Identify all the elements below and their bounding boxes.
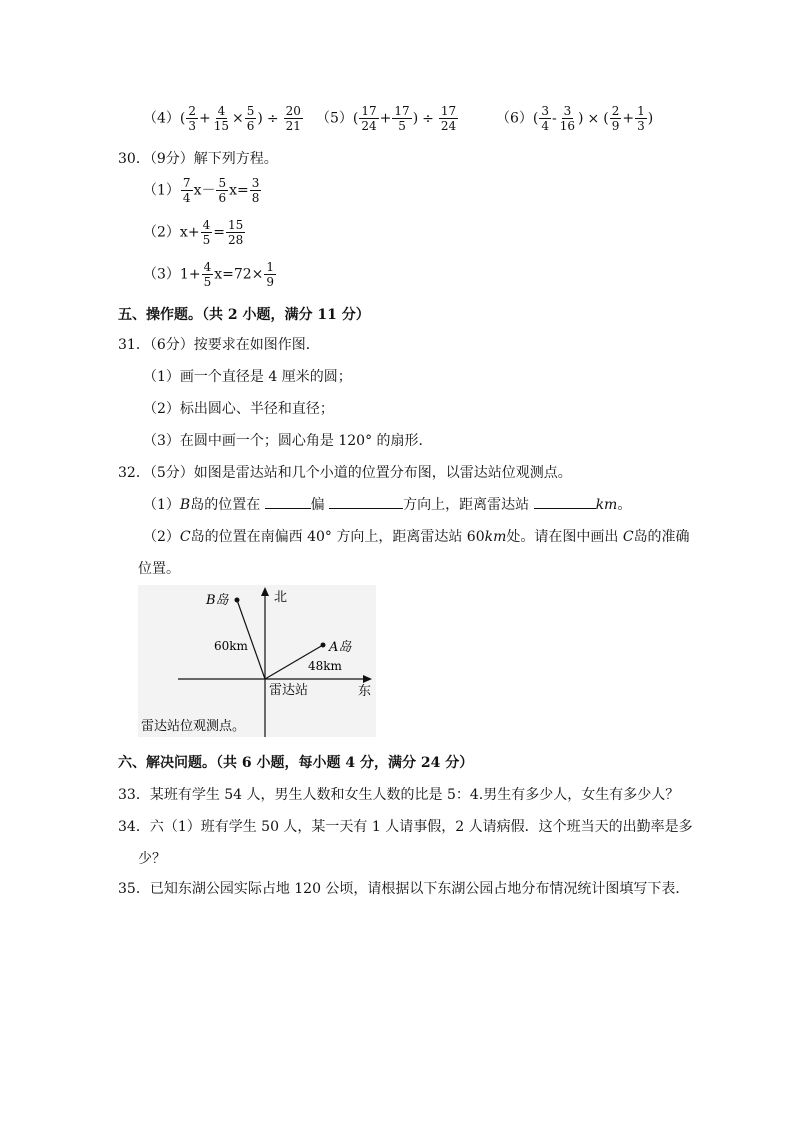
question-32-step-1 [143,494,631,514]
fraction: $\frac{17}{24}$ [361,104,377,133]
expr-label: （4） [143,110,180,127]
paren: ) [647,110,654,127]
expr-label: （5） [316,110,353,127]
fraction: $\frac{17}{24}$ [440,104,457,133]
equation-text: 1+ [179,266,201,283]
section-6-heading: 六、解决问题。（共 6 小题，每小题 4 分，满分 24 分） [118,755,474,771]
paren: ( [532,110,539,127]
fraction: $\frac{5}{6}$ [218,176,227,205]
section-5-heading: 五、操作题。（共 2 小题，满分 11 分） [118,307,370,323]
fraction: $\frac{20}{21}$ [285,104,301,133]
step-text: 。 [617,497,632,513]
step-label: （1） [143,497,180,513]
paren: ) [257,110,263,127]
paren: ( [603,110,609,127]
north-label: 北 [274,590,288,605]
step-label: （2） [143,529,180,545]
a-distance-label: 48km [308,659,342,673]
paren: ( [352,110,359,127]
expr-4 [143,104,304,133]
fraction: $\frac{1}{9}$ [266,260,275,289]
fraction: $\frac{7}{4}$ [182,176,191,205]
question-33: 33．某班有学生 54 人，男生人数和女生人数的比是 5：4.男生有多少人，女生有多少人？ [118,787,680,803]
answer-blank[interactable] [329,494,403,509]
fraction: $\frac{2}{3}$ [188,104,197,133]
step-text: 方向上，距离雷达站 [403,497,534,513]
east-label: 东 [358,684,372,699]
equation-text: x+ [179,224,200,241]
question-32-title: 32．（5分）如图是雷达站和几个小道的位置分布图，以雷达站位观测点。 [118,465,572,481]
fraction: $\frac{3}{4}$ [541,104,550,133]
operator: × [587,110,600,127]
equation-label: （2） [143,224,180,241]
question-31-step-2: （2）标出圆心、半径和直径； [143,401,334,417]
fraction: $\frac{4}{5}$ [202,218,211,247]
equation-text: x－ [193,182,216,199]
a-island-point [321,643,326,648]
question-34-line-1: 34．六（1）班有学生 50 人，某一天有 1 人请事假，2 人请病假．这个班当天的出勤率是多 [118,819,693,835]
radar-position-figure [138,585,376,737]
unit-text: km [484,529,507,545]
equation-text: x=72× [214,266,264,283]
step-text: 处。请在图中画出 [506,529,623,545]
step-text: 岛的位置在 [190,497,265,513]
equation-label: （3） [143,266,180,283]
question-34-line-2: 少？ [138,851,166,867]
expr-5 [316,104,459,133]
island-letter: C [179,529,191,545]
equation-1 [143,176,262,205]
equation-text: x= [229,182,249,199]
step-text: 岛的准确 [633,529,690,545]
equation-label: （1） [143,182,180,199]
fraction: $\frac{5}{6}$ [246,104,255,133]
fraction: $\frac{3}{16}$ [559,104,576,133]
question-31-step-1: （1）画一个直径是 4 厘米的圆； [143,369,352,385]
step-text: 偏 [310,497,330,513]
operator: ÷ [266,110,279,127]
fraction: $\frac{4}{15}$ [213,104,230,133]
fraction: $\frac{3}{8}$ [251,176,260,205]
question-30-title: 30．（9分）解下列方程。 [118,151,278,167]
paren: ) [412,110,419,127]
fraction: $\frac{4}{5}$ [203,260,212,289]
b-distance-label: 60km [214,639,248,653]
unit-text: km [595,497,618,513]
operator: + [379,110,392,127]
operator: + [622,110,635,127]
b-island-point [235,598,240,603]
answer-blank[interactable] [265,494,311,509]
equation-2 [143,218,246,247]
answer-blank[interactable] [534,494,596,509]
question-31-title: 31．（6分）按要求在如图作图． [118,337,320,353]
b-island-label: B岛 [206,593,229,608]
question-32-step-2-continued: 位置。 [138,561,180,577]
question-32-step-2 [143,526,690,546]
fraction: $\frac{15}{28}$ [227,218,244,247]
fraction: $\frac{2}{9}$ [611,104,620,133]
question-35: 35．已知东湖公园实际占地 120 公顷，请根据以下东湖公园占地分布情况统计图填写下表． [118,881,690,897]
fraction: $\frac{1}{3}$ [637,104,645,133]
a-island-label: A岛 [329,640,352,655]
operator: ÷ [422,110,434,127]
step-text: 岛的位置在南偏西 40° 方向上，距离雷达站 60 [190,529,485,545]
expr-label: （6） [496,110,533,127]
equation-text: = [213,224,225,241]
radar-station-label: 雷达站 [269,683,309,698]
expr-6 [496,104,653,133]
island-letter: C [622,529,634,545]
paren: ) [578,110,584,127]
operator: + [199,110,211,127]
equation-3 [143,260,277,289]
figure-caption: 雷达站位观测点。 [141,719,246,734]
operator: - [552,110,557,127]
paren: ( [179,110,186,127]
question-31-step-3: （3）在圆中画一个；圆心角是 120° 的扇形． [143,433,433,449]
fraction: $\frac{17}{5}$ [394,104,410,133]
operator: × [232,110,244,127]
island-letter: B [179,497,191,513]
